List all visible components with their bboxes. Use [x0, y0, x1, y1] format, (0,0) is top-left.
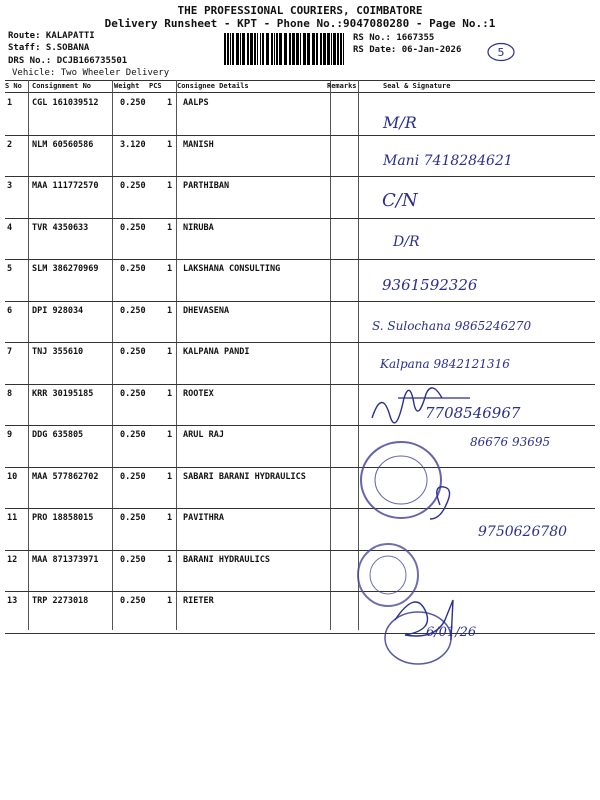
pcs-cell: 1: [167, 139, 173, 150]
consignment-cell: MAA 871373971: [32, 554, 99, 565]
handwritten-note: Kalpana 9842121316: [380, 357, 510, 371]
drs-label: DRS No.: DCJB166735501: [8, 56, 128, 66]
weight-cell: 0.250: [120, 513, 146, 523]
sno-cell: 13: [7, 596, 18, 606]
consignee-cell: ARUL RAJ: [183, 430, 224, 440]
consignee-cell: PAVITHRA: [183, 513, 224, 523]
handwritten-note: S. Sulochana 9865246270: [372, 319, 532, 333]
pcs-cell: 1: [167, 264, 173, 274]
sno-cell: 1: [7, 98, 13, 108]
sno-cell: 3: [7, 181, 13, 191]
consignment-cell: MAA 111772570: [32, 181, 99, 191]
sno-cell: 7: [7, 347, 13, 357]
company-stamp: [358, 544, 418, 606]
pcs-cell: 1: [167, 596, 173, 606]
sno-cell: 6: [7, 305, 13, 316]
consignment-cell: KRR 30195185: [32, 388, 94, 399]
col-header-pcs: PCS: [149, 82, 162, 90]
pcs-cell: 1: [167, 347, 173, 357]
weight-cell: 0.250: [120, 264, 146, 274]
weight-cell: 0.250: [120, 596, 146, 606]
document-title: THE PROFESSIONAL COURIERS, COIMBATORE: [177, 4, 423, 17]
weight-cell: 0.250: [120, 430, 146, 440]
document-subtitle: Delivery Runsheet - KPT - Phone No.:9047080280 - Page No.:1: [104, 17, 496, 30]
handwritten-note: D/R: [393, 234, 420, 250]
handwritten-note: Mani 7418284621: [383, 153, 513, 169]
sno-cell: 12: [7, 554, 18, 565]
consignee-cell: SABARI BARANI HYDRAULICS: [183, 471, 306, 482]
weight-cell: 0.250: [120, 388, 146, 399]
sno-cell: 4: [7, 222, 13, 233]
handwritten-note: 7708546967: [425, 404, 521, 422]
weight-cell: 0.250: [120, 222, 146, 233]
consignment-cell: TNJ 355610: [32, 347, 84, 357]
consignment-cell: SLM 386270969: [32, 264, 99, 274]
weight-cell: 3.120: [120, 139, 146, 150]
consignment-cell: DPI 928034: [32, 305, 84, 316]
pcs-cell: 1: [167, 513, 173, 523]
route-label: Route: KALAPATTI: [8, 31, 95, 41]
handwritten-note: 86676 93695: [470, 435, 551, 449]
pcs-cell: 1: [167, 388, 173, 399]
sno-cell: 9: [7, 430, 13, 440]
weight-cell: 0.250: [120, 554, 146, 565]
handwritten-note: 9750626780: [478, 524, 568, 540]
col-header-consignee: Consignee Details: [177, 82, 249, 90]
pcs-cell: 1: [167, 554, 173, 565]
sno-cell: 8: [7, 388, 13, 399]
handwritten-note: C/N: [382, 190, 418, 211]
weight-cell: 0.250: [120, 305, 146, 316]
consignee-cell: AALPS: [183, 98, 209, 108]
consignee-cell: NIRUBA: [183, 222, 214, 233]
consignment-cell: CGL 161039512: [32, 98, 99, 108]
consignment-cell: DDG 635805: [32, 430, 84, 440]
company-stamp: [361, 442, 441, 518]
sno-cell: 10: [7, 471, 18, 482]
consignment-cell: PRO 18858015: [32, 513, 94, 523]
svg-text:5: 5: [497, 46, 505, 59]
staff-label: Staff: S.SOBANA: [8, 43, 90, 53]
consignment-cell: TRP 2273018: [32, 596, 89, 606]
handwritten-note: 9361592326: [382, 276, 478, 294]
col-header-remarks: Remarks: [327, 82, 357, 90]
consignee-cell: PARTHIBAN: [183, 181, 230, 191]
rs-date: RS Date: 06-Jan-2026: [353, 45, 462, 55]
col-header-consignment: Consignment No: [32, 82, 92, 90]
weight-cell: 0.250: [120, 471, 146, 482]
pcs-cell: 1: [167, 222, 173, 233]
sno-cell: 11: [7, 513, 18, 523]
sno-cell: 5: [7, 264, 13, 274]
consignee-cell: LAKSHANA CONSULTING: [183, 264, 281, 274]
consignment-cell: TVR 4350633: [32, 222, 89, 233]
consignee-cell: MANISH: [183, 139, 214, 150]
handwritten-note: M/R: [383, 113, 417, 132]
pcs-cell: 1: [167, 181, 173, 191]
consignee-cell: BARANI HYDRAULICS: [183, 554, 270, 565]
pcs-cell: 1: [167, 471, 173, 482]
rs-number: RS No.: 1667355: [353, 33, 435, 43]
col-header-seal: Seal & Signature: [383, 82, 451, 90]
consignee-cell: ROOTEX: [183, 388, 214, 399]
sno-cell: 2: [7, 139, 13, 150]
col-header-weight: Weight: [114, 82, 140, 90]
consignment-cell: MAA 577862702: [32, 471, 99, 482]
vehicle-label: Vehicle: Two Wheeler Delivery: [12, 68, 170, 78]
pcs-cell: 1: [167, 98, 173, 108]
weight-cell: 0.250: [120, 347, 146, 357]
weight-cell: 0.250: [120, 98, 146, 108]
consignment-cell: NLM 60560586: [32, 139, 94, 150]
pcs-cell: 1: [167, 430, 173, 440]
col-header-sno: S No: [5, 82, 22, 90]
handwritten-note: 6/01/26: [426, 625, 477, 640]
consignee-cell: DHEVASENA: [183, 305, 230, 316]
consignee-cell: KALPANA PANDI: [183, 347, 250, 357]
consignee-cell: RIETER: [183, 596, 214, 606]
pcs-cell: 1: [167, 305, 173, 316]
weight-cell: 0.250: [120, 181, 146, 191]
